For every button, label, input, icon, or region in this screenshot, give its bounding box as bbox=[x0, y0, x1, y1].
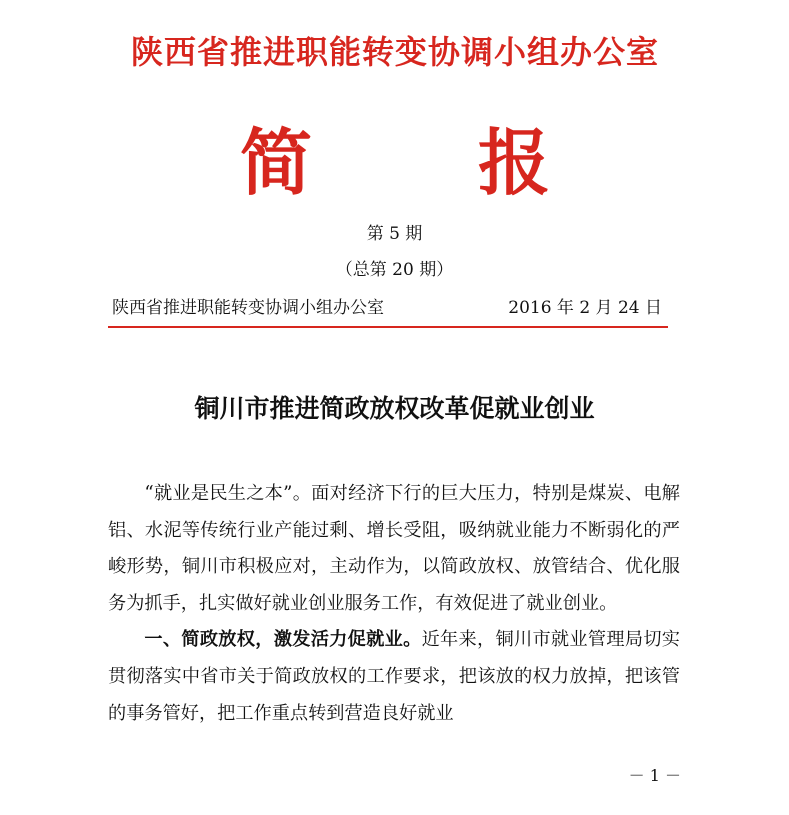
page-number: － 1 － bbox=[628, 766, 681, 785]
section-1-heading: 一、简政放权，激发活力促就业。 bbox=[144, 629, 422, 651]
issuer-header: 陕西省推进职能转变协调小组办公室 bbox=[130, 33, 659, 71]
section-1-text: 近年来，铜川市就业管理局切实贯彻落实中省市关于简政放权的工作要求，把该放的权力放掉，把该管的事务管好，把工作重点转到营造良好就业 bbox=[108, 629, 680, 724]
header-divider bbox=[108, 326, 668, 328]
article-title: 铜川市推进简政放权改革促就业创业 bbox=[194, 394, 595, 423]
total-issue-number: （总第 20 期） bbox=[335, 260, 454, 280]
bulletin-title-char-1: 简 bbox=[240, 121, 313, 205]
bulletin-title bbox=[240, 118, 550, 208]
paragraph-intro: “就业是民生之本”。面对经济下行的巨大压力，特别是煤炭、电解铝、水泥等传统行业产能过剩、增长受阻，吸纳就业能力不断弱化的严峻形势，铜川市积极应对，主动作为，以简政放权、放管结合、优化服务为抓手，扎实做好就业创业服务工作，有效促进了就业创业。 bbox=[108, 483, 680, 614]
sender-organization: 陕西省推进职能转变协调小组办公室 bbox=[112, 298, 384, 318]
article-body bbox=[108, 476, 680, 732]
paragraph-section-1 bbox=[108, 622, 680, 732]
issue-number: 第 5 期 bbox=[366, 224, 423, 244]
issue-date: 2016 年 2 月 24 日 bbox=[508, 298, 662, 318]
bulletin-title-char-2: 报 bbox=[477, 121, 550, 205]
